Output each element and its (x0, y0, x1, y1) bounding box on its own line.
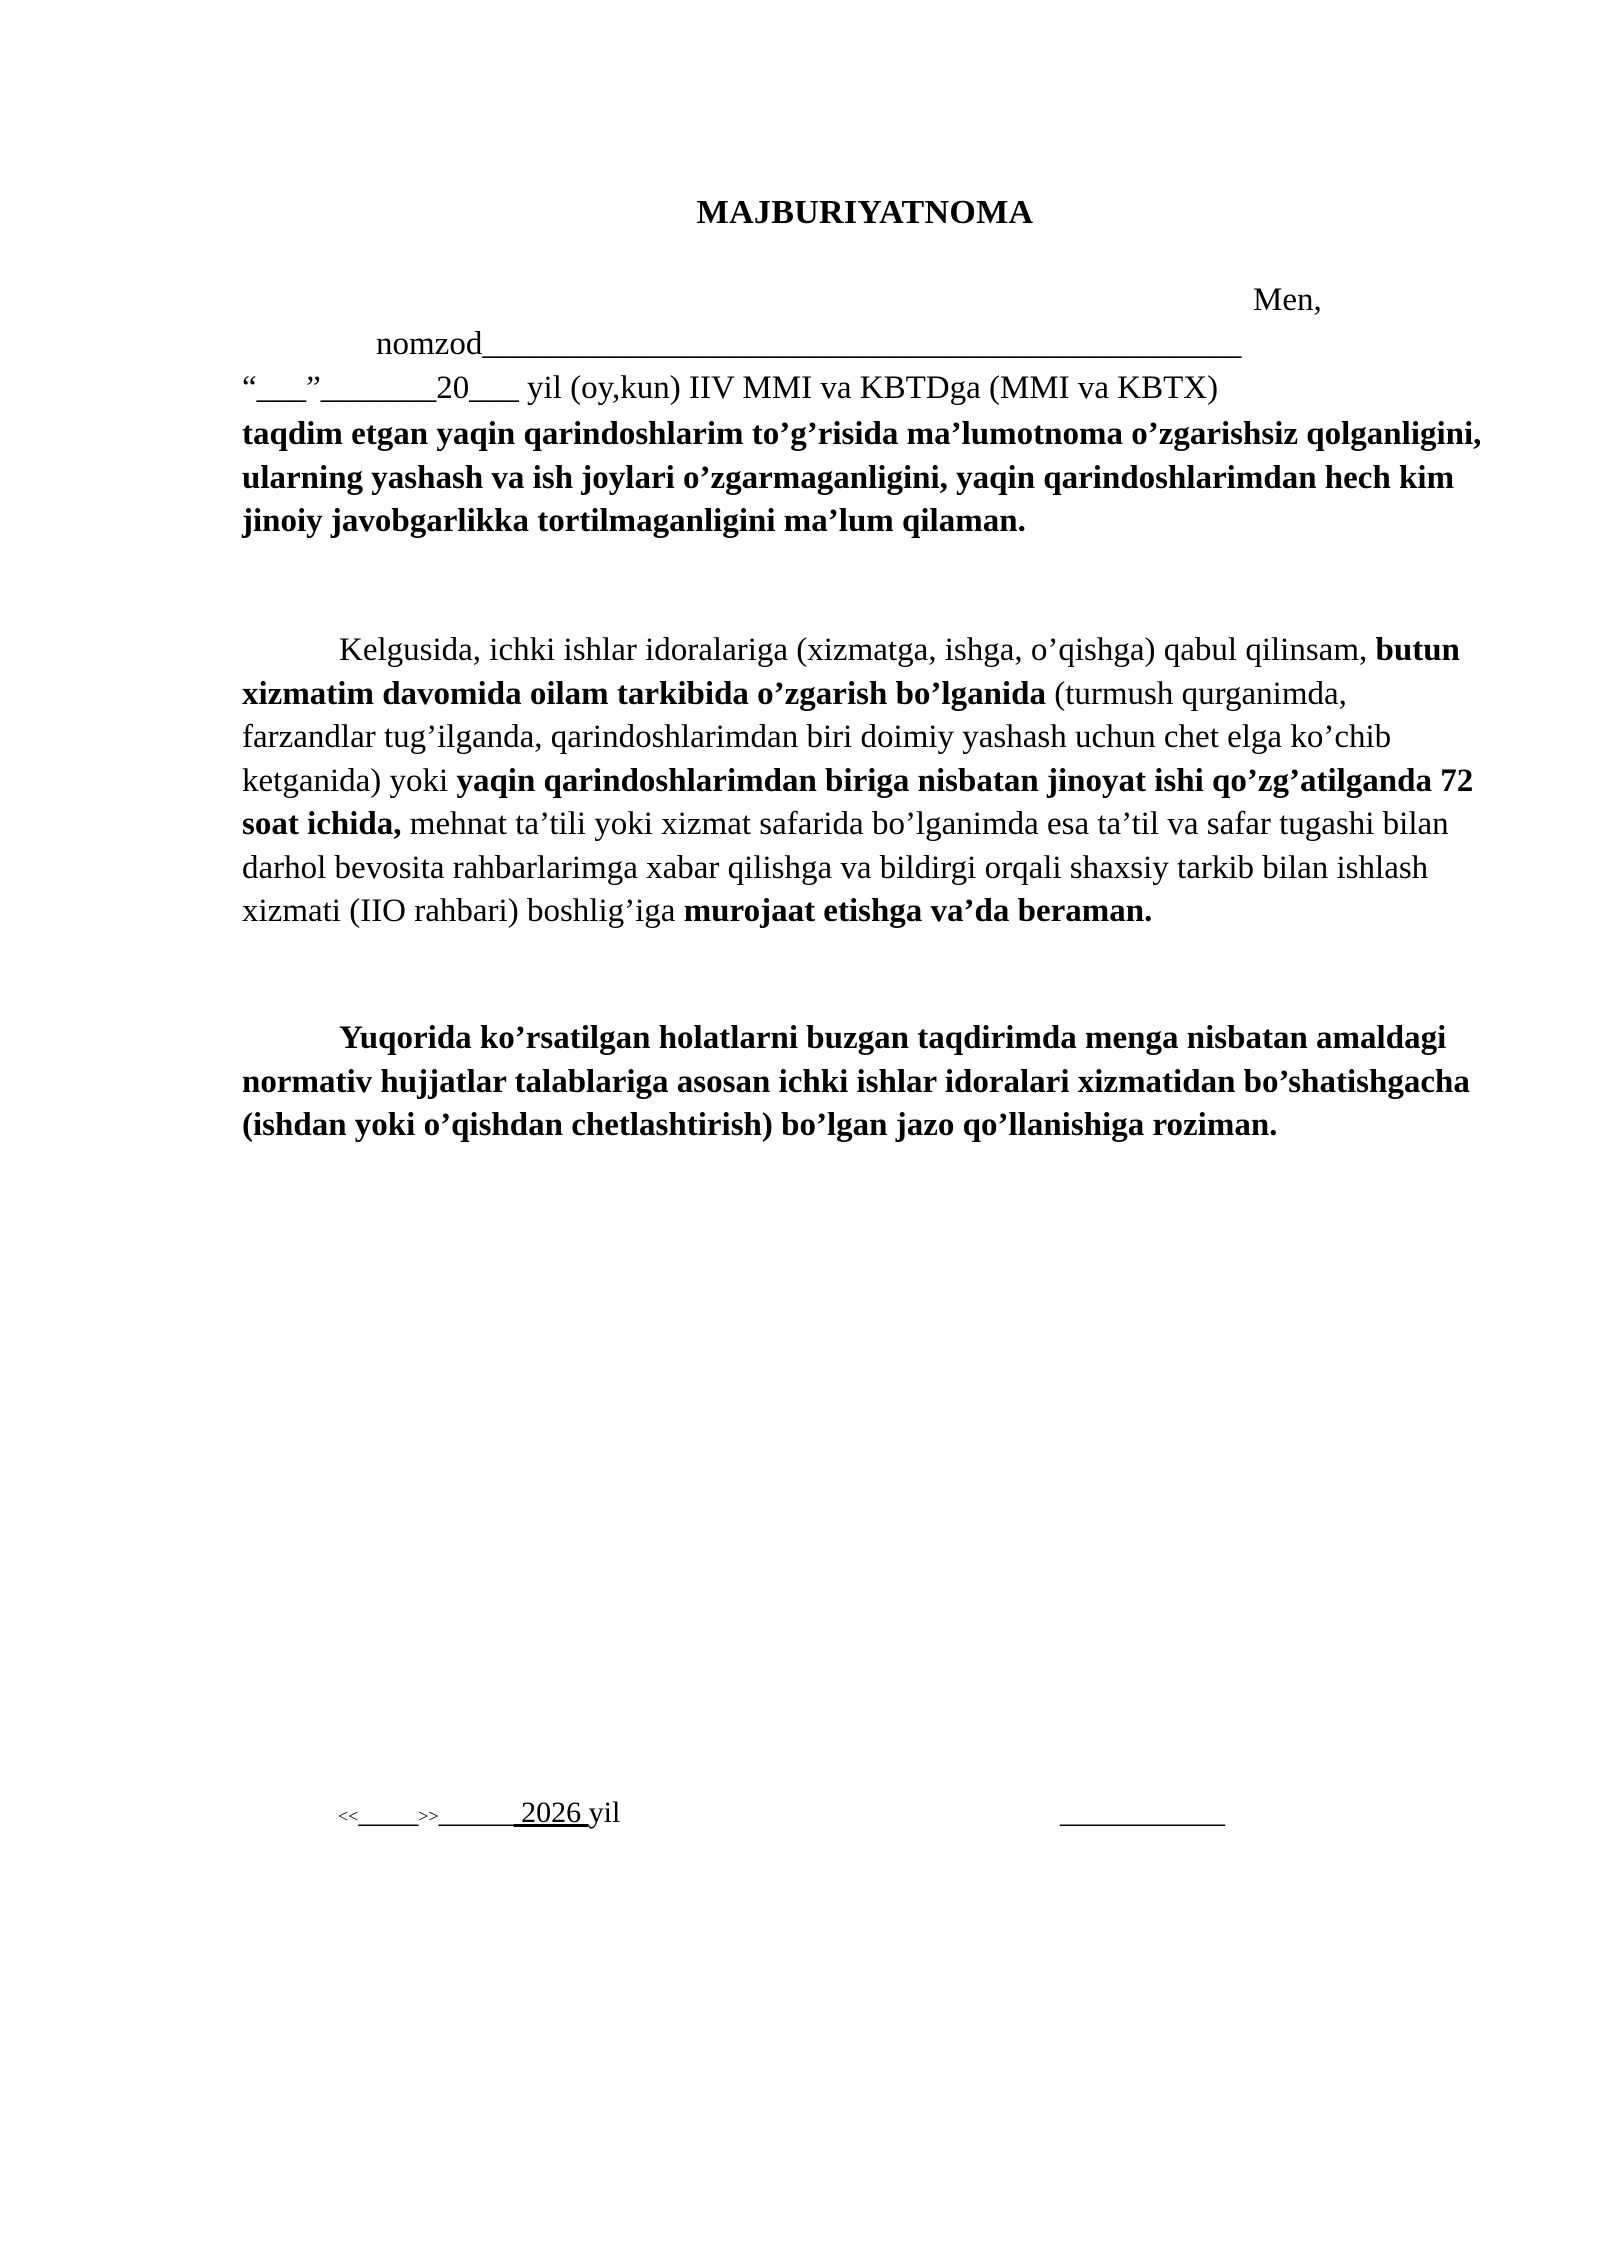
year-value: 2026 (513, 1796, 589, 1829)
men-label: Men, (1253, 282, 1322, 318)
paragraph-2-bold-3: murojaat etishga va’da beraman. (683, 893, 1153, 929)
paragraph-2-bold-2: yaqin qarindoshlarimdan biriga nisbatan jinoyat ishi qo’zg’atilganda 72 soat ichida, (242, 762, 1474, 842)
paragraph-3: Yuqorida ko’rsatilgan holatlarni buzgan taqdirimda menga nisbatan amaldagi normativ hujjatlar talablariga asosan ichki ishlar idoralari xizmatidan bo’shatishgacha (ishdan yoki o’qishdan chetlashtirish) bo’lgan jazo qo’llanishiga roziman. (242, 1020, 1470, 1143)
nomzod-line: nomzod______________________________________________ (376, 326, 1242, 362)
footer-date (338, 1796, 620, 1830)
open-guillemet: << (338, 1806, 359, 1826)
yil-label: yil (588, 1796, 621, 1829)
paragraph-2-text-3: mehnat ta’tili yoki xizmat safarida bo’lganimda esa ta’til va safar tugashi bilan darhol bevosita rahbarlarimga xabar qilishga va bildirgi orqali shaxsiy tarkib bilan ishlash xizmati (IIO rahbari) boshlig’iga (242, 806, 1449, 929)
signature-line: ___________ (1060, 1796, 1225, 1829)
date-line: “___”_______20___ yil (oy,kun) IIV MMI va KBTDga (MMI va KBTX) (242, 370, 1219, 406)
close-guillemet: >> (418, 1806, 439, 1826)
document-title: MAJBURIYATNOMA (696, 194, 1034, 231)
paragraph-2-text-1: Kelgusida, ichki ishlar idoralariga (xizmatga, ishga, o’qishga) qabul qilinsam, (339, 632, 1376, 668)
paragraph-2-text-2: (turmush qurganimda, farzandlar tug’ilganda, qarindoshlarimdan biri doimiy yashash uchun chet elga ko’chib ketganida) yoki (242, 675, 1392, 799)
day-blank: ____ (358, 1796, 419, 1829)
paragraph-2 (242, 629, 1487, 934)
paragraph-2-bold-1: butun xizmatim davomida oilam tarkibida o’zgarish bo’lganida (242, 632, 1460, 712)
paragraph-1: taqdim etgan yaqin qarindoshlarim to’g’risida ma’lumotnoma o’zgarishsiz qolganligini, ularning yashash va ish joylari o’zgarmaganligini, yaqin qarindoshlarimdan hech kim jinoiy javobgarlikka tortilmaganligini ma’lum qilaman. (242, 416, 1482, 539)
month-blank: _____ (438, 1796, 514, 1829)
